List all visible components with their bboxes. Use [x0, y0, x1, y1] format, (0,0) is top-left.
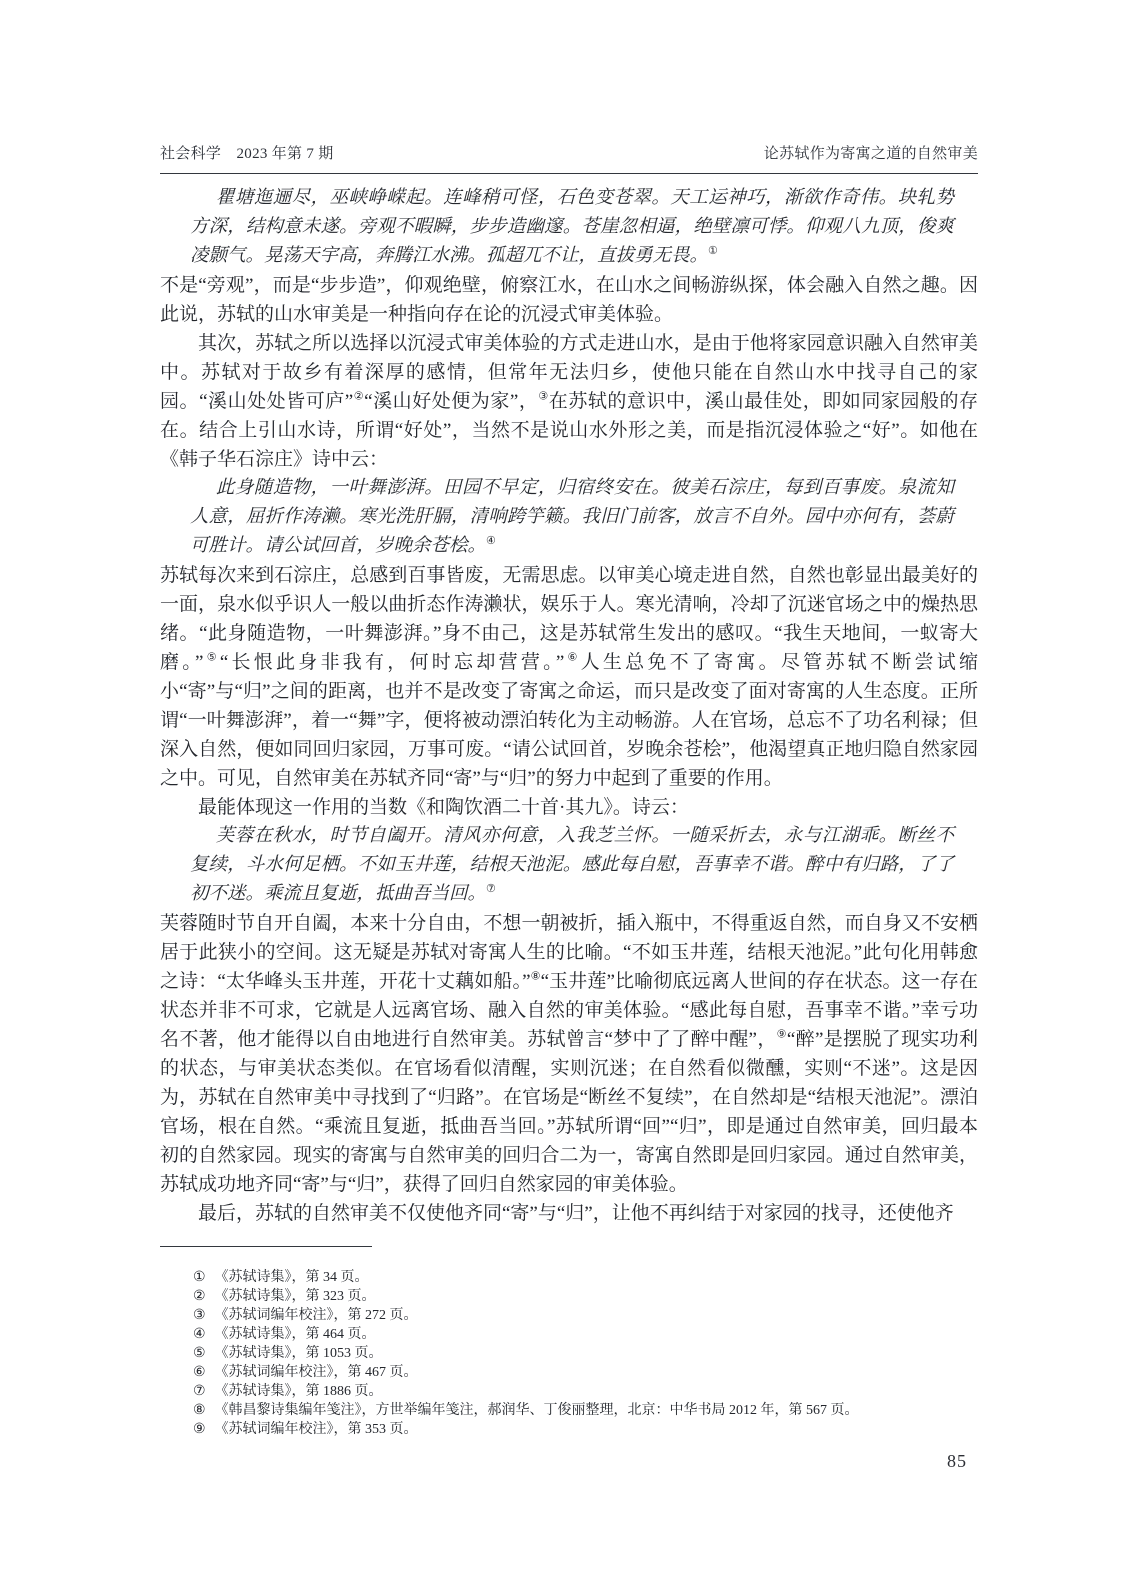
- body-paragraph: [160, 271, 978, 329]
- footnote-ref: ⑧: [530, 970, 541, 983]
- footnote-marker: ①: [193, 1270, 206, 1285]
- footnote-ref: ⑤: [203, 651, 220, 664]
- page-header: [160, 142, 978, 174]
- poem-quote: [160, 474, 978, 561]
- footnote-marker: ⑦: [193, 1384, 206, 1399]
- poem-quote: [160, 184, 978, 271]
- paragraph-text: “玉井莲”比喻彻底远离人世间的存在状态。这一存在状态并非不可求，它就是人远离官场、融入自然的审美体验。“感此每自慰，吾事幸不谐。”幸亏功名不著，他才能得以自由地进行自然审美。苏轼曾言“梦中了了醉中醒”，: [160, 971, 978, 1050]
- paragraph-text: “溪山好处便为家”，: [364, 391, 539, 412]
- paragraph-text: 最后，苏轼的自然审美不仅使他齐同“寄”与“归”，让他不再纠结于对家园的找寻，还使他齐: [198, 1203, 954, 1224]
- running-title: 论苏轼作为寄寓之道的自然审美: [763, 146, 978, 162]
- body-paragraph: [160, 909, 978, 1199]
- footnote-text: 《苏轼词编年校注》，第 353 页。: [214, 1422, 418, 1437]
- footnote-text: 《苏轼词编年校注》，第 467 页。: [214, 1365, 418, 1380]
- footnote-item: [160, 1420, 978, 1439]
- footnote-marker: ⑧: [193, 1403, 206, 1418]
- footnote-marker: ②: [193, 1289, 206, 1304]
- footnote-item: [160, 1401, 978, 1420]
- footnote-marker: ③: [193, 1308, 206, 1323]
- footnote-ref: ①: [708, 244, 718, 257]
- footnote-item: [160, 1268, 978, 1287]
- paragraph-text: 人生总免不了寄寓。尽管苏轼不断尝试缩小“寄”与“归”之间的距离，也并不是改变了寄寓之命运，而只是改变了面对寄寓的人生态度。正所谓“一叶舞澎湃”，着一“舞”字，便将被动漂泊转化为主动畅游。人在官场，总忘不了功名利禄；但深入自然，便如同回归家园，万事可废。“请公试回首，岁晚余苍桧”，他渴望真正地归隐自然家园之中。可见，自然审美在苏轼齐同“寄”与“归”的努力中起到了重要的作用。: [160, 652, 978, 789]
- footnote-marker: ⑥: [193, 1365, 206, 1380]
- footnotes-section: [160, 1246, 978, 1439]
- footnote-text: 《苏轼词编年校注》，第 272 页。: [214, 1308, 418, 1323]
- paragraph-text: “长恨此身非我有，何时忘却营营。”: [219, 652, 565, 673]
- body-paragraph: [160, 561, 978, 793]
- footnote-ref: ⑦: [486, 882, 496, 895]
- footnote-item: [160, 1382, 978, 1401]
- footnote-ref: ⑨: [776, 1028, 787, 1041]
- footnote-marker: ⑨: [193, 1422, 206, 1437]
- paragraph-text: 苏轼每次来到石淙庄，总感到百事皆废，无需思虑。以审美心境走进自然，自然也彰显出最美好的一面，泉水似乎识人一般以曲折态作涛濑状，娱乐于人。寒光清响，冷却了沉迷官场之中的燥热思绪。“此身随造物，一叶舞澎湃。”身不由己，这是苏轼常生发出的感叹。“我生天地间，一蚁寄大磨。”: [160, 565, 978, 673]
- footnote-ref: ④: [486, 534, 496, 547]
- body-paragraph: [160, 329, 978, 474]
- footnote-text: 《苏轼诗集》，第 323 页。: [214, 1289, 376, 1304]
- footnote-ref: ②: [353, 390, 365, 403]
- article-body: [160, 184, 978, 1228]
- footnote-ref: ⑥: [564, 651, 581, 664]
- footnote-marker: ④: [193, 1327, 206, 1342]
- footnote-item: [160, 1287, 978, 1306]
- paragraph-text: 最能体现这一作用的当数《和陶饮酒二十首·其九》。诗云：: [198, 797, 689, 818]
- paragraph-text: 在苏轼的意识中，溪山最佳处，即如同家园般的存在。结合上引山水诗，所谓“好处”，当然不是说山水外形之美，而是指沉浸体验之“好”。如他在《韩子华石淙庄》诗中云：: [160, 391, 978, 470]
- footnote-ref: ③: [538, 390, 549, 403]
- footnote-item: [160, 1363, 978, 1382]
- journal-issue-info: 社会科学 2023 年第 7 期: [160, 146, 334, 162]
- paragraph-text: 瞿塘迤逦尽，巫峡峥嵘起。连峰稍可怪，石色变苍翠。天工运神巧，渐欲作奇伟。块轧势方深，结构意未遂。旁观不暇瞬，步步造幽邃。苍崖忽相逼，绝壁凛可悸。仰观八九顶，俊爽凌颢气。晃荡天宇高，奔腾江水沸。孤超兀不让，直拔勇无畏。: [190, 188, 954, 266]
- footnote-text: 《苏轼诗集》，第 34 页。: [214, 1270, 369, 1285]
- paragraph-text: 芙蓉在秋水，时节自阖开。清风亦何意，入我芝兰怀。一随采折去，永与江湖乖。断丝不复续，斗水何足栖。不如玉井莲，结根天池泥。感此每自慰，吾事幸不谐。醉中有归路，了了初不迷。乘流且复逝，抵曲吾当回。: [190, 826, 954, 904]
- footnote-text: 《苏轼诗集》，第 1886 页。: [214, 1384, 383, 1399]
- footnote-item: [160, 1325, 978, 1344]
- footnote-text: 《苏轼诗集》，第 464 页。: [214, 1327, 376, 1342]
- paragraph-text: 芙蓉随时节自开自阖，本来十分自由，不想一朝被折，插入瓶中，不得重返自然，而自身又不安栖居于此狭小的空间。这无疑是苏轼对寄寓人生的比喻。“不如玉井莲，结根天池泥。”此句化用韩愈之诗：“太华峰头玉井莲，开花十丈藕如船。”: [160, 913, 978, 992]
- body-paragraph: [160, 793, 978, 822]
- footnote-text: 《韩昌黎诗集编年笺注》，方世举编年笺注，郝润华、丁俊丽整理，北京：中华书局 2012 年，第 567 页。: [214, 1403, 859, 1418]
- body-paragraph: [160, 1199, 978, 1228]
- paragraph-text: 其次，苏轼之所以选择以沉浸式审美体验的方式走进山水，是由于他将家园意识融入自然审美中。苏轼对于故乡有着深厚的感情，但常年无法归乡，使他只能在自然山水中找寻自己的家园。“溪山处处皆可庐”: [160, 333, 978, 412]
- page-number: 85: [947, 1451, 967, 1471]
- footnote-divider: [160, 1246, 372, 1247]
- footnote-marker: ⑤: [193, 1346, 206, 1361]
- footnote-item: [160, 1306, 978, 1325]
- paragraph-text: “醉”是摆脱了现实功利的状态，与审美状态类似。在官场看似清醒，实则沉迷；在自然看似微醺，实则“不迷”。这是因为，苏轼在自然审美中寻找到了“归路”。在官场是“断丝不复续”，在自然却是“结根天池泥”。漂泊官场，根在自然。“乘流且复逝，抵曲吾当回。”苏轼所谓“回”“归”，即是通过自然审美，回归最本初的自然家园。现实的寄寓与自然审美的回归合二为一，寄寓自然即是回归家园。通过自然审美，苏轼成功地齐同“寄”与“归”，获得了回归自然家园的审美体验。: [160, 1029, 978, 1195]
- poem-quote: [160, 822, 978, 909]
- paragraph-text: 不是“旁观”，而是“步步造”，仰观绝壁，俯察江水，在山水之间畅游纵探，体会融入自然之趣。因此说，苏轼的山水审美是一种指向存在论的沉浸式审美体验。: [160, 275, 978, 325]
- paragraph-text: 此身随造物，一叶舞澎湃。田园不早定，归宿终安在。彼美石淙庄，每到百事废。泉流知人意，屈折作涛濑。寒光洗肝膈，清响跨竽籁。我旧门前客，放言不自外。园中亦何有，荟蔚可胜计。请公试回首，岁晚余苍桧。: [190, 478, 954, 556]
- footnote-item: [160, 1344, 978, 1363]
- footnote-text: 《苏轼诗集》，第 1053 页。: [214, 1346, 383, 1361]
- footnote-list: [160, 1268, 978, 1439]
